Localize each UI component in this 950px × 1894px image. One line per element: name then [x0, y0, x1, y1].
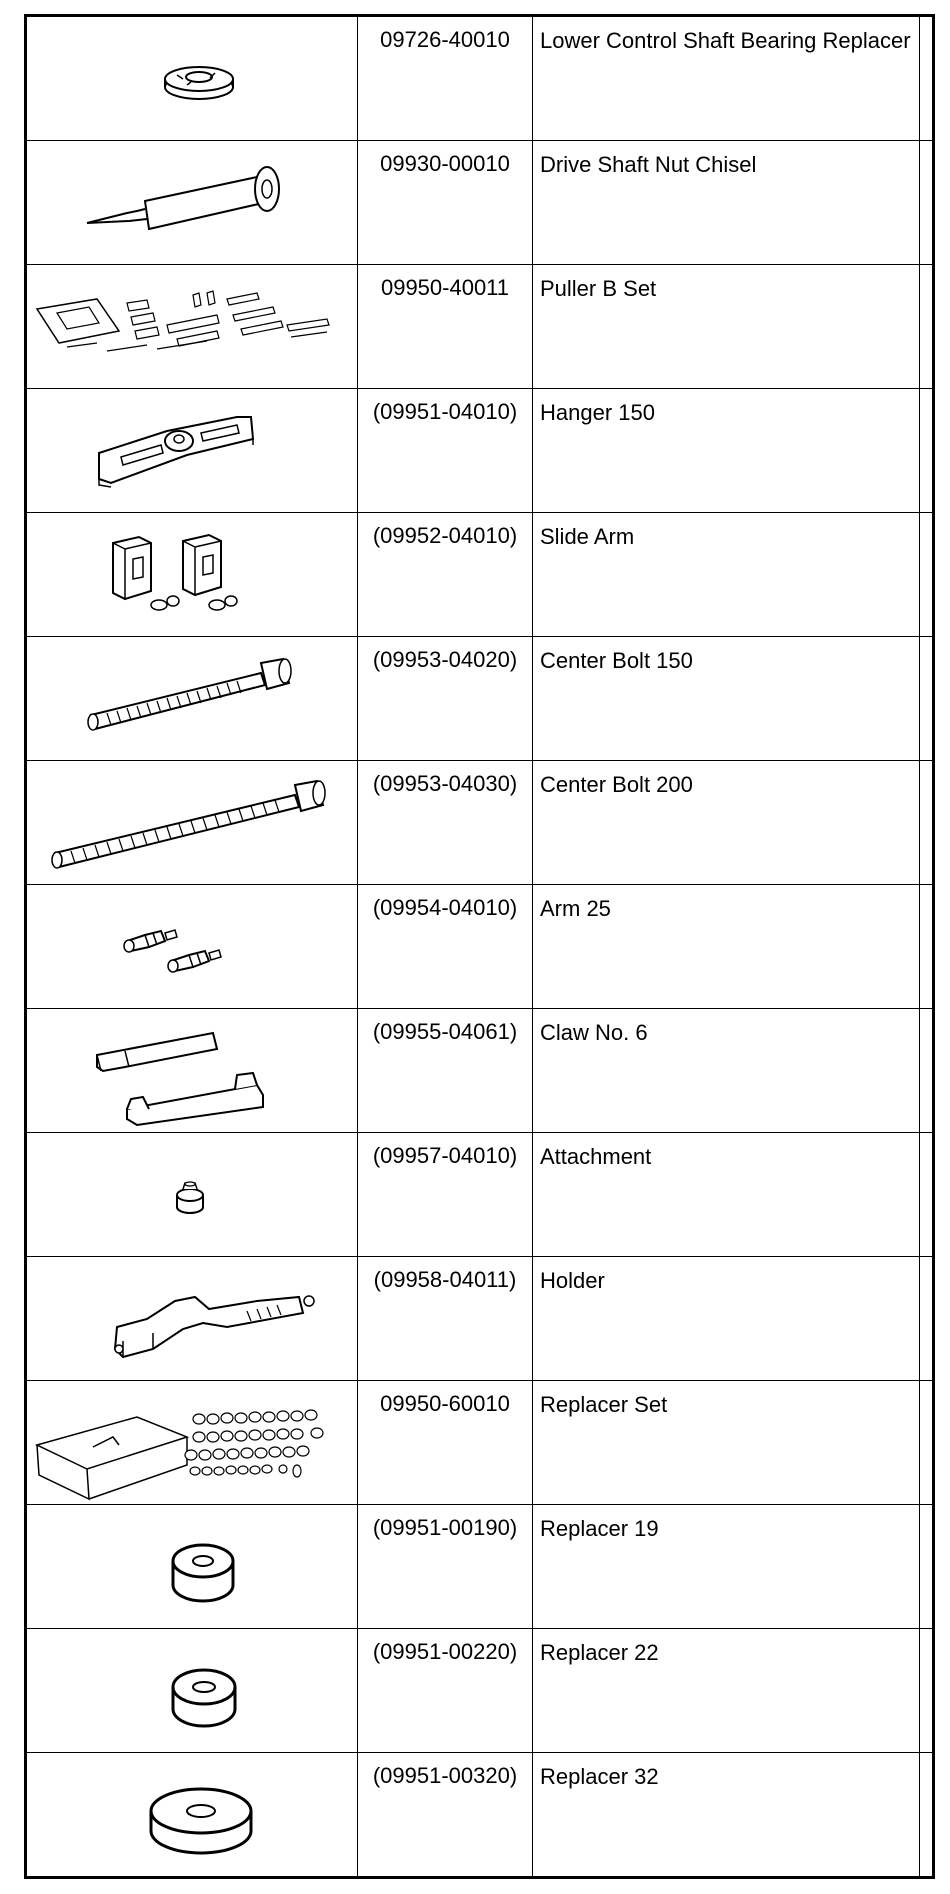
tool-description: Replacer 19	[540, 1516, 659, 1541]
part-number: (09951-00190)	[372, 1515, 518, 1540]
part-number: (09951-00220)	[372, 1639, 518, 1664]
center-bolt-icon	[27, 637, 357, 761]
extra-column	[919, 1753, 932, 1876]
part-number: (09953-04020)	[372, 647, 518, 672]
tool-illustration-cell	[27, 761, 357, 884]
tool-illustration-cell	[27, 637, 357, 760]
tool-description: Puller B Set	[540, 276, 657, 301]
table-row	[27, 1381, 932, 1505]
part-number: 09930-00010	[380, 151, 510, 176]
tool-description: Arm 25	[540, 896, 611, 921]
tool-description: Replacer 32	[540, 1764, 659, 1789]
table-row	[27, 1629, 932, 1753]
tool-illustration-cell	[27, 1257, 357, 1380]
table-row	[27, 1257, 932, 1381]
bearing-replacer-icon	[27, 17, 357, 141]
table-row	[27, 17, 932, 141]
extra-column	[919, 1629, 932, 1752]
part-number: (09954-04010)	[372, 895, 518, 920]
table-row	[27, 1009, 932, 1133]
tool-illustration-cell	[27, 885, 357, 1008]
replacer-19-icon	[27, 1505, 357, 1629]
part-number: 09726-40010	[380, 27, 510, 52]
holder-icon	[27, 1257, 357, 1381]
center-bolt-long-icon	[27, 761, 357, 885]
tool-illustration-cell	[27, 141, 357, 264]
puller-set-icon	[27, 265, 357, 389]
tool-description: Drive Shaft Nut Chisel	[540, 152, 757, 177]
part-number: (09951-04010)	[372, 399, 518, 424]
extra-column	[919, 761, 932, 884]
extra-column	[919, 1257, 932, 1380]
tool-description: Hanger 150	[540, 400, 655, 425]
part-number: 09950-60010	[380, 1391, 510, 1416]
attachment-icon	[27, 1133, 357, 1257]
extra-column	[919, 17, 932, 140]
tool-illustration-cell	[27, 17, 357, 140]
tool-description: Replacer Set	[540, 1392, 668, 1417]
tool-illustration-cell	[27, 1009, 357, 1132]
slide-arm-icon	[27, 513, 357, 637]
tool-description: Lower Control Shaft Bearing Replacer	[540, 28, 911, 53]
replacer-32-icon	[27, 1753, 357, 1877]
part-number: (09951-00320)	[372, 1763, 518, 1788]
tool-description: Holder	[540, 1268, 605, 1293]
tool-description: Replacer 22	[540, 1640, 659, 1665]
chisel-icon	[27, 141, 357, 265]
extra-column	[919, 389, 932, 512]
tool-illustration-cell	[27, 1505, 357, 1628]
tool-description: Attachment	[540, 1144, 652, 1169]
tool-illustration-cell	[27, 1753, 357, 1876]
tool-description: Center Bolt 200	[540, 772, 693, 797]
tool-illustration-cell	[27, 513, 357, 636]
part-number: (09952-04010)	[372, 523, 518, 548]
table-row	[27, 1753, 932, 1876]
extra-column	[919, 1009, 932, 1132]
extra-column	[919, 265, 932, 388]
part-number: 09950-40011	[380, 275, 510, 300]
replacer-22-icon	[27, 1629, 357, 1753]
part-number: (09955-04061)	[372, 1019, 518, 1044]
table-row	[27, 1505, 932, 1629]
tool-illustration-cell	[27, 1629, 357, 1752]
claw-icon	[27, 1009, 357, 1133]
table-row	[27, 637, 932, 761]
extra-column	[919, 885, 932, 1008]
table-row	[27, 885, 932, 1009]
part-number: (09958-04011)	[373, 1267, 517, 1292]
table-row	[27, 265, 932, 389]
tool-illustration-cell	[27, 389, 357, 512]
tool-description: Center Bolt 150	[540, 648, 693, 673]
tool-description: Slide Arm	[540, 524, 635, 549]
replacer-set-icon	[27, 1381, 357, 1505]
extra-column	[919, 637, 932, 760]
tool-description: Claw No. 6	[540, 1020, 648, 1045]
arm-icon	[27, 885, 357, 1009]
hanger-icon	[27, 389, 357, 513]
special-tools-table	[24, 14, 935, 1879]
extra-column	[919, 1133, 932, 1256]
part-number: (09953-04030)	[372, 771, 518, 796]
extra-column	[919, 1381, 932, 1504]
tool-illustration-cell	[27, 1381, 357, 1504]
table-row	[27, 389, 932, 513]
table-row	[27, 761, 932, 885]
table-row	[27, 1133, 932, 1257]
extra-column	[919, 513, 932, 636]
extra-column	[919, 141, 932, 264]
part-number: (09957-04010)	[372, 1143, 518, 1168]
extra-column	[919, 1505, 932, 1628]
table-row	[27, 141, 932, 265]
table-row	[27, 513, 932, 637]
tool-illustration-cell	[27, 265, 357, 388]
tool-illustration-cell	[27, 1133, 357, 1256]
